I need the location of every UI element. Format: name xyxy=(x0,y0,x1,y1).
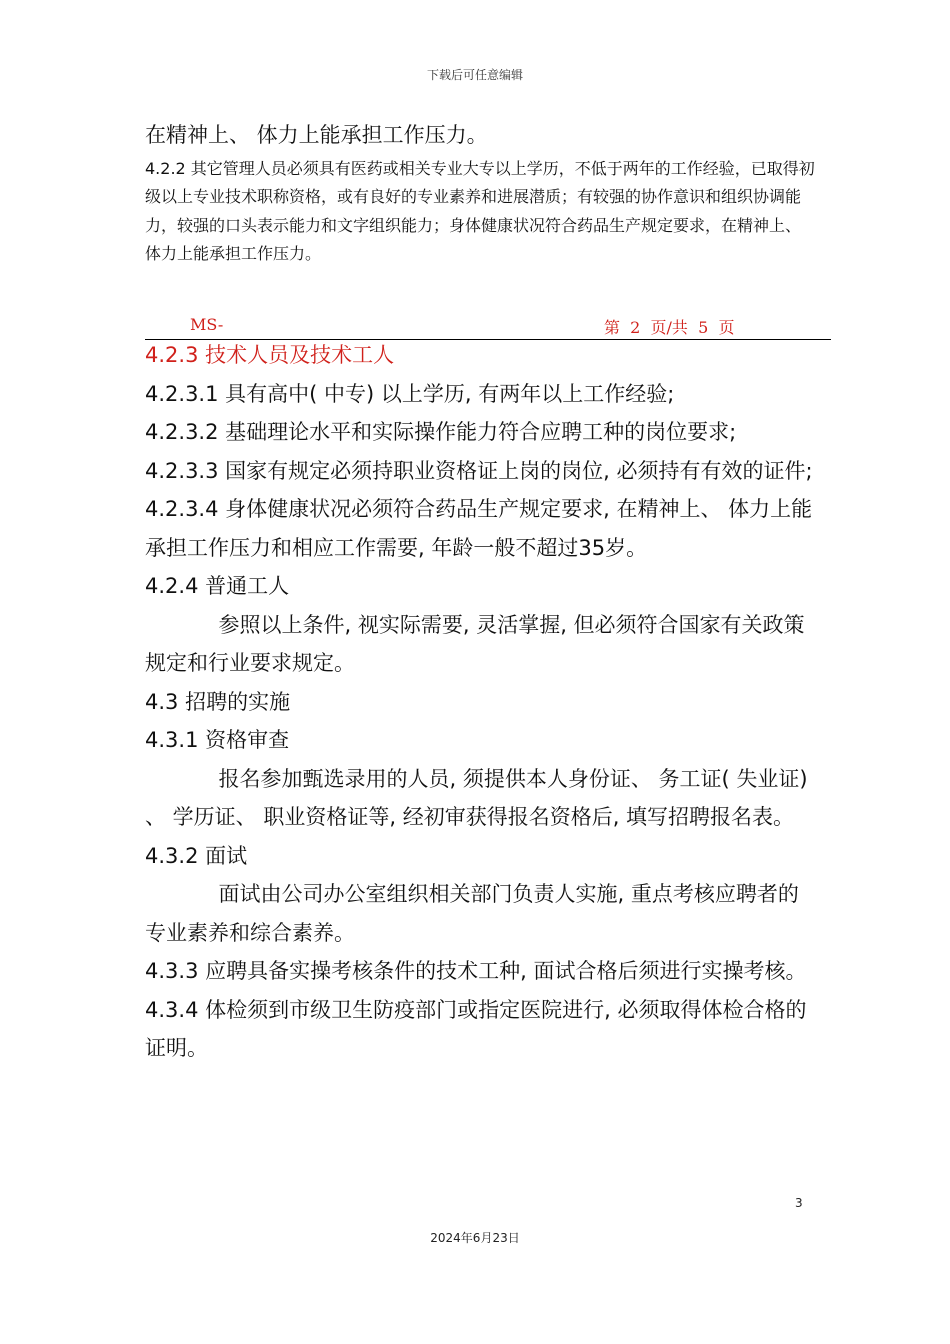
footer-date: 2024年6月23日 xyxy=(430,1231,520,1245)
paragraph-continuation: 在精神上、 体力上能承担工作压力。 xyxy=(145,123,488,147)
page-number: 3 xyxy=(795,1196,803,1210)
paragraph-4-2-2: 4.2.2 其它管理人员必须具有医药或相关专业大专以上学历，不低于两年的工作经验，已取得初级以上专业技术职称资格，或有良好的专业素养和进展潜质；有较强的协作意识和组织协调能力，较强的口头表示能力和文字组织能力；身体健康状况符合药品生产规定要求，在精神上、 体力上能承担工作压力。 xyxy=(145,158,815,263)
heading-4-3-1: 4.3.1 资格审查 xyxy=(145,728,290,752)
paragraph-4-2-3-1: 4.2.3.1 具有高中( 中专) 以上学历, 有两年以上工作经验; xyxy=(145,381,675,406)
main-body xyxy=(145,336,815,1068)
upper-section xyxy=(145,116,815,269)
doc-code: MS- xyxy=(190,315,224,334)
page-info: 第 2 页/共 5 页 xyxy=(604,318,735,337)
heading-4-3-2: 4.3.2 面试 xyxy=(145,843,248,868)
heading-4-2-3: 4.2.3 技术人员及技术工人 xyxy=(145,343,395,367)
heading-4-3: 4.3 招聘的实施 xyxy=(145,689,291,714)
paragraph-4-2-3-4: 4.2.3.4 身体健康状况必须符合药品生产规定要求, 在精神上、 体力上能承担工作压力和相应工作需要, 年龄一般不超过35岁。 xyxy=(145,497,813,560)
paragraph-4-2-3-2: 4.2.3.2 基础理论水平和实际操作能力符合应聘工种的岗位要求; xyxy=(145,420,737,444)
heading-4-2-4: 4.2.4 普通工人 xyxy=(145,574,290,598)
paragraph-4-2-3-3: 4.2.3.3 国家有规定必须持职业资格证上岗的岗位, 必须持有有效的证件; xyxy=(145,458,813,483)
paragraph-4-3-4: 4.3.4 体检须到市级卫生防疫部门或指定医院进行, 必须取得体检合格的证明。 xyxy=(145,997,807,1060)
paragraph-4-3-2: 面试由公司办公室组织相关部门负责人实施, 重点考核应聘者的专业素养和综合素养。 xyxy=(145,882,799,945)
paragraph-4-3-3: 4.3.3 应聘具备实操考核条件的技术工种, 面试合格后须进行实操考核。 xyxy=(145,959,807,983)
top-note: 下载后可任意编辑 xyxy=(426,68,523,82)
paragraph-4-3-1: 报名参加甄选录用的人员, 须提供本人身份证、 务工证( 失业证) 、 学历证、 职业资格证等, 经初审获得报名资格后, 填写招聘报名表。 xyxy=(145,766,808,829)
paragraph-4-2-4: 参照以上条件, 视实际需要, 灵活掌握, 但必须符合国家有关政策规定和行业要求规定。 xyxy=(145,612,805,675)
